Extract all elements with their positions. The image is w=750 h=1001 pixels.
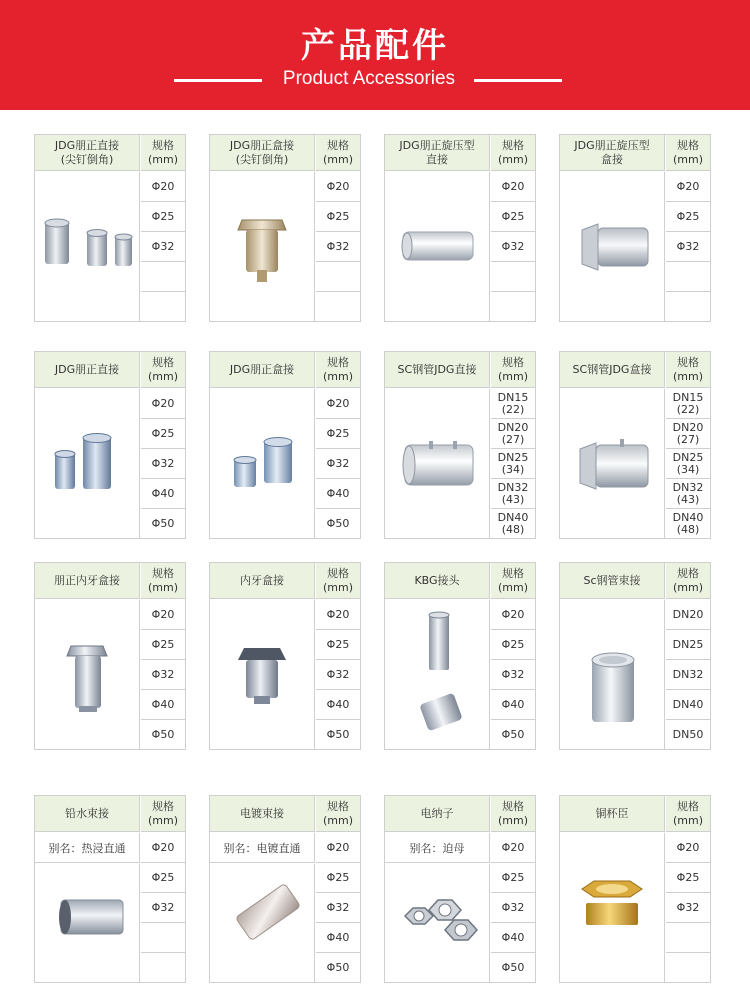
- product-image: [35, 172, 140, 321]
- spec-cell: [316, 262, 360, 292]
- product-card: [34, 351, 186, 539]
- spec-cell: DN20 (27): [666, 419, 710, 449]
- spec-cell: Φ20: [491, 172, 535, 202]
- spec-cell: Φ25: [491, 630, 535, 660]
- spec-cell: [666, 292, 710, 322]
- product-image: [35, 864, 140, 982]
- product-name: JDG朋正旋压型 盒接: [560, 135, 665, 171]
- product-card: [559, 351, 711, 539]
- spec-header: 规格 (mm): [491, 796, 535, 832]
- product-name: 铜杯臣: [560, 796, 665, 832]
- spec-cell: Φ32: [141, 232, 185, 262]
- spec-cell: DN32 (43): [666, 479, 710, 509]
- spec-cell: Φ32: [316, 232, 360, 262]
- spec-cell: DN20: [666, 600, 710, 630]
- product-name: 电镀束接: [210, 796, 315, 832]
- subtitle-row: [0, 66, 750, 94]
- spec-cell: Φ50: [326, 728, 350, 741]
- spec-cell: DN25: [666, 630, 710, 660]
- spec-cell: Φ25: [141, 202, 185, 232]
- header-banner: [0, 0, 750, 110]
- subtitle-right-line: [474, 79, 562, 82]
- spec-cell: DN50: [672, 728, 704, 741]
- product-name: JDG朋正直接: [35, 352, 140, 388]
- product-card: [559, 562, 711, 750]
- spec-cell: Φ50: [501, 728, 525, 741]
- spec-header: 规格 (mm): [141, 352, 185, 388]
- product-image: [560, 172, 665, 321]
- spec-header: 规格 (mm): [491, 352, 535, 388]
- product-name: 内牙盒接: [210, 563, 315, 599]
- spec-cell: Φ32: [666, 893, 710, 923]
- spec-cell: Φ20: [141, 389, 185, 419]
- spec-cell: Φ40: [316, 690, 360, 720]
- spec-cell: Φ20: [316, 600, 360, 630]
- product-image: [385, 172, 490, 321]
- spec-cell: Φ40: [141, 690, 185, 720]
- spec-header: 规格 (mm): [316, 135, 360, 171]
- spec-cell: Φ20: [491, 833, 535, 863]
- product-alias: 别名：电镀直通: [210, 833, 315, 863]
- product-name: 电纳子: [385, 796, 490, 832]
- spec-cell: Φ32: [141, 449, 185, 479]
- spec-cell: Φ25: [316, 630, 360, 660]
- spec-header: 规格 (mm): [491, 563, 535, 599]
- subtitle-left-line: [174, 79, 262, 82]
- product-card: [209, 134, 361, 322]
- spec-cell: Φ25: [666, 863, 710, 893]
- product-card: [209, 795, 361, 983]
- spec-cell: DN32 (43): [491, 479, 535, 509]
- spec-cell: Φ50: [151, 517, 175, 530]
- spec-header: 规格 (mm): [666, 135, 710, 171]
- spec-header: 规格 (mm): [141, 563, 185, 599]
- spec-cell: Φ50: [501, 961, 525, 974]
- spec-cell: DN15 (22): [491, 389, 535, 419]
- spec-cell: DN25 (34): [666, 449, 710, 479]
- spec-cell: Φ32: [491, 660, 535, 690]
- spec-cell: Φ32: [141, 660, 185, 690]
- spec-cell: Φ20: [141, 833, 185, 863]
- spec-header: 规格 (mm): [491, 135, 535, 171]
- spec-cell: DN40: [666, 690, 710, 720]
- spec-header: 规格 (mm): [666, 563, 710, 599]
- spec-cell: Φ40: [141, 479, 185, 509]
- product-name: SC钢管JDG直接: [385, 352, 490, 388]
- spec-header: 规格 (mm): [141, 796, 185, 832]
- spec-cell: [141, 923, 185, 953]
- spec-cell: [491, 262, 535, 292]
- spec-cell: Φ32: [316, 660, 360, 690]
- spec-header: 规格 (mm): [316, 352, 360, 388]
- spec-cell: Φ32: [316, 449, 360, 479]
- spec-cell: Φ25: [316, 419, 360, 449]
- spec-cell: [666, 953, 710, 983]
- spec-cell: [316, 292, 360, 322]
- page-title: 产品配件: [301, 26, 449, 66]
- spec-cell: Φ20: [316, 172, 360, 202]
- product-name: JDG朋正盒接: [210, 352, 315, 388]
- product-image: [385, 389, 490, 538]
- spec-cell: Φ20: [316, 833, 360, 863]
- product-card: [209, 351, 361, 539]
- product-card: [34, 562, 186, 750]
- product-name: KBG接头: [385, 563, 490, 599]
- spec-cell: Φ32: [141, 893, 185, 923]
- spec-cell: Φ32: [666, 232, 710, 262]
- spec-cell: DN15 (22): [666, 389, 710, 419]
- spec-cell: [141, 953, 185, 983]
- spec-header: 规格 (mm): [666, 796, 710, 832]
- product-card: [34, 134, 186, 322]
- spec-cell: Φ32: [491, 893, 535, 923]
- spec-cell: Φ25: [316, 202, 360, 232]
- product-image: [560, 389, 665, 538]
- spec-cell: DN40 (48): [672, 511, 704, 536]
- page-subtitle: Product Accessories: [282, 68, 456, 89]
- product-card: [384, 562, 536, 750]
- spec-cell: [141, 262, 185, 292]
- spec-cell: DN40 (48): [497, 511, 529, 536]
- product-image: [560, 600, 665, 749]
- spec-cell: Φ20: [666, 172, 710, 202]
- spec-cell: Φ25: [141, 419, 185, 449]
- spec-header: 规格 (mm): [316, 796, 360, 832]
- product-card: [384, 134, 536, 322]
- spec-cell: Φ20: [141, 172, 185, 202]
- spec-cell: [666, 923, 710, 953]
- spec-cell: Φ50: [151, 728, 175, 741]
- product-card: [384, 795, 536, 983]
- spec-cell: Φ32: [316, 893, 360, 923]
- spec-cell: Φ32: [491, 232, 535, 262]
- spec-cell: Φ25: [141, 630, 185, 660]
- product-image: [385, 864, 490, 982]
- product-image: [210, 172, 315, 321]
- spec-cell: Φ25: [491, 863, 535, 893]
- spec-cell: DN20 (27): [491, 419, 535, 449]
- product-name: 铅水束接: [35, 796, 140, 832]
- spec-cell: Φ20: [666, 833, 710, 863]
- spec-cell: Φ20: [491, 600, 535, 630]
- spec-header: 规格 (mm): [666, 352, 710, 388]
- spec-cell: DN32: [666, 660, 710, 690]
- spec-cell: Φ25: [491, 202, 535, 232]
- spec-cell: Φ50: [326, 961, 350, 974]
- product-name: JDG朋正盒接 (尖钉倒角): [210, 135, 315, 171]
- product-alias: 别名：迫母: [385, 833, 490, 863]
- spec-cell: Φ25: [666, 202, 710, 232]
- spec-cell: Φ50: [326, 517, 350, 530]
- spec-cell: Φ20: [316, 389, 360, 419]
- product-image: [210, 389, 315, 538]
- product-image: [35, 600, 140, 749]
- spec-header: 规格 (mm): [316, 563, 360, 599]
- spec-cell: Φ40: [316, 923, 360, 953]
- product-name: JDG朋正旋压型 直接: [385, 135, 490, 171]
- spec-cell: DN25 (34): [491, 449, 535, 479]
- spec-header: 规格 (mm): [141, 135, 185, 171]
- product-name: 朋正内牙盒接: [35, 563, 140, 599]
- spec-cell: Φ25: [141, 863, 185, 893]
- product-card: [384, 351, 536, 539]
- product-image: [385, 600, 490, 749]
- spec-cell: Φ40: [491, 923, 535, 953]
- product-image: [210, 600, 315, 749]
- product-name: Sc钢管束接: [560, 563, 665, 599]
- spec-cell: Φ40: [316, 479, 360, 509]
- product-image: [210, 864, 315, 982]
- spec-cell: [141, 292, 185, 322]
- product-alias: 别名：热浸直通: [35, 833, 140, 863]
- product-image: [35, 389, 140, 538]
- spec-cell: Φ40: [491, 690, 535, 720]
- product-image: [560, 833, 665, 982]
- spec-cell: Φ20: [141, 600, 185, 630]
- product-card: [559, 134, 711, 322]
- product-card: [559, 795, 711, 983]
- spec-cell: [666, 262, 710, 292]
- product-card: [209, 562, 361, 750]
- spec-cell: Φ25: [316, 863, 360, 893]
- spec-cell: [491, 292, 535, 322]
- product-name: JDG朋正直接 (尖钉倒角): [35, 135, 140, 171]
- product-name: SC钢管JDG盒接: [560, 352, 665, 388]
- product-card: [34, 795, 186, 983]
